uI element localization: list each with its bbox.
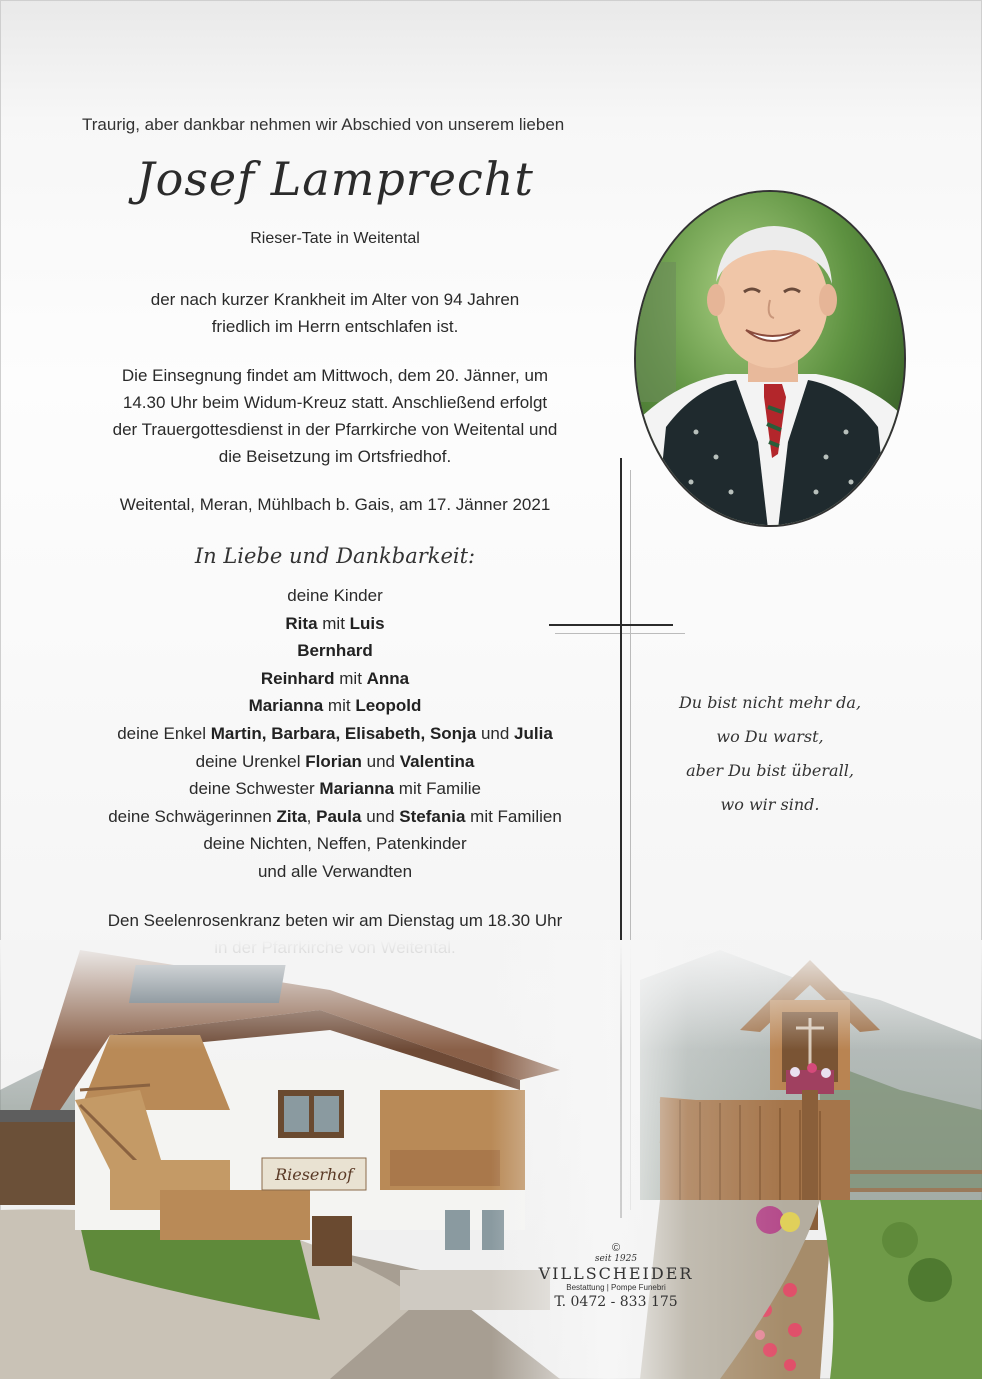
family-line: deine Kinder (287, 586, 383, 605)
ceremony-line: der Trauergottesdienst in der Pfarrkirche von Weitental und (112, 420, 558, 439)
passing-line: friedlich im Herrn entschlafen ist. (211, 317, 459, 336)
family-line: und alle Verwandten (257, 861, 413, 881)
ceremony-text (60, 362, 610, 470)
family-line: Marianna mit Leopold (248, 696, 422, 716)
portrait-photo (634, 190, 906, 527)
family-line: Rita mit Luis (285, 613, 385, 633)
family-list (60, 582, 610, 886)
ceremony-line: Die Einsegnung findet am Mittwoch, dem 20. Jänner, um (121, 366, 549, 385)
family-line: deine Nichten, Neffen, Patenkinder (203, 834, 467, 854)
portrait-illustration (636, 192, 906, 527)
undertaker-since: seit 1925 (594, 1254, 638, 1264)
ceremony-line: die Beisetzung im Ortsfriedhof. (218, 447, 452, 466)
poem-line: wo Du warst, (716, 727, 824, 746)
passing-text (60, 286, 610, 340)
rosary-line: Den Seelenrosenkranz beten wir am Dienstag um 18.30 Uhr (107, 911, 563, 930)
intro-text: Traurig, aber dankbar nehmen wir Abschied von unserem lieben (82, 115, 565, 134)
family-line: deine Schwester Marianna mit Familie (189, 779, 481, 799)
place-date: Weitental, Meran, Mühlbach b. Gais, am 17. Jänner 2021 (119, 495, 551, 514)
farmhouse-scene (0, 940, 982, 1379)
poem-line: wo wir sind. (720, 795, 820, 814)
copyright-mark: © (611, 1242, 621, 1254)
ceremony-line: 14.30 Uhr beim Widum-Kreuz statt. Anschließend erfolgt (122, 393, 548, 412)
poem (650, 686, 890, 822)
undertaker-logo (530, 1242, 702, 1310)
undertaker-phone[interactable]: T. 0472 - 833 175 (554, 1294, 678, 1310)
family-line: Bernhard (297, 641, 373, 661)
passing-line: der nach kurzer Krankheit im Alter von 94 Jahren (150, 290, 520, 309)
deceased-name: Josef Lamprecht (136, 152, 534, 206)
in-love-heading: In Liebe und Dankbarkeit: (194, 544, 476, 568)
nickname: Rieser-Tate in Weitental (250, 230, 420, 247)
family-line: deine Schwägerinnen Zita, Paula und Stefania mit Familien (108, 806, 562, 826)
family-line: deine Urenkel Florian und Valentina (195, 751, 475, 771)
cross-horizontal (549, 624, 673, 626)
undertaker-name: VILLSCHEIDER (538, 1264, 694, 1283)
poem-line: aber Du bist überall, (686, 761, 854, 780)
undertaker-subtitle: Bestattung | Pompe Funebri (566, 1283, 666, 1292)
poem-line: Du bist nicht mehr da, (678, 693, 862, 712)
family-line: Reinhard mit Anna (260, 668, 410, 688)
family-line: deine Enkel Martin, Barbara, Elisabeth, Sonja und Julia (117, 723, 553, 743)
